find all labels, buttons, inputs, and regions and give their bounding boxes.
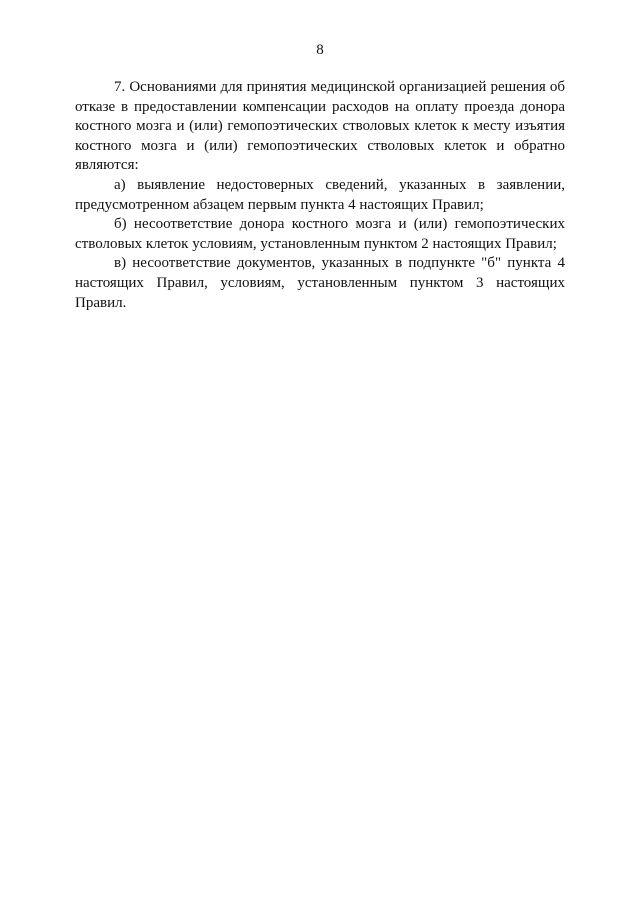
paragraph-item-a: а) выявление недостоверных сведений, указанных в заявлении, предусмотренном абзацем первым пункта 4 настоящих Правил; [75,176,565,213]
document-body [75,78,565,313]
page-number: 8 [316,42,324,58]
paragraph-item-v: в) несоответствие документов, указанных в подпункте "б" пункта 4 настоящих Правил, условиям, установленным пунктом 3 настоящих Правил. [75,255,565,311]
paragraph-7-intro: 7. Основаниями для принятия медицинской организацией решения об отказе в предоставлении компенсации расходов на оплату проезда донора костного мозга и (или) гемопоэтических стволовых клеток к месту изъятия костного мозга и (или) гемопоэтических стволовых клеток и обратно являются: [75,79,565,174]
paragraph-item-b: б) несоответствие донора костного мозга и (или) гемопоэтических стволовых клеток условиям, установленным пунктом 2 настоящих Правил; [75,216,565,252]
